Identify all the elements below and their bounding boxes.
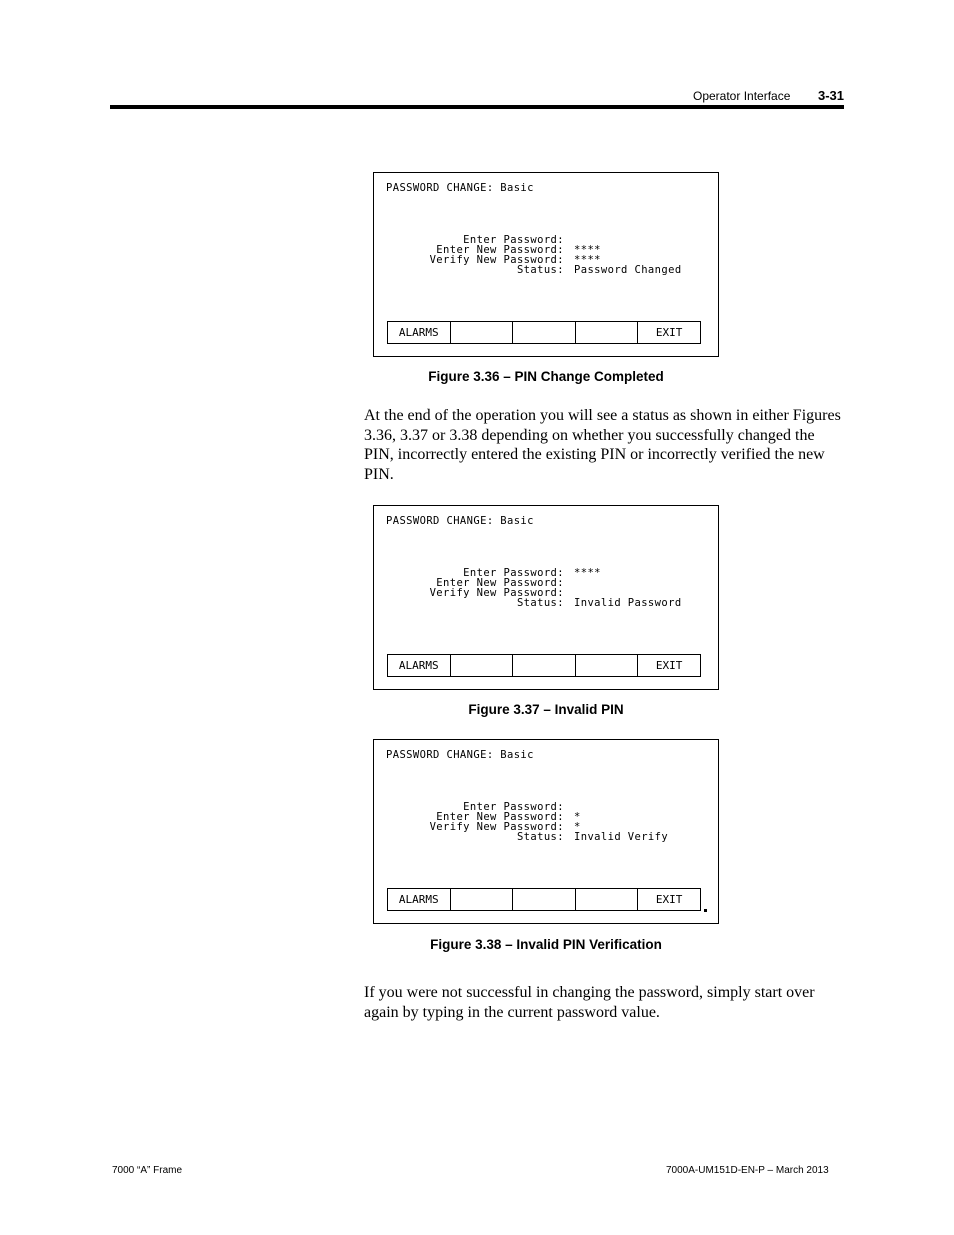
field-label: Status: [516,831,564,843]
softkey-2[interactable] [451,889,514,910]
field-value: **** [574,244,601,256]
cursor-dot [704,909,707,912]
header-page-number: 3-31 [818,88,845,103]
screen-line [374,265,720,275]
field-label: Enter Password: [463,801,564,813]
field-value: **** [574,567,601,579]
exit-softkey[interactable]: EXIT [655,326,683,339]
softkey-4[interactable] [576,655,639,676]
screen-title: PASSWORD CHANGE: Basic [386,749,534,761]
exit-softkey[interactable]: EXIT [655,659,683,672]
field-label: Status: [516,597,564,609]
footer-doc-id: 7000A-UM151D-EN-P – March 2013 [666,1165,829,1176]
field-label: Verify New Password: [429,587,564,599]
figure-caption: Figure 3.38 – Invalid PIN Verification [430,937,662,952]
field-label: Enter New Password: [436,577,564,589]
field-value: **** [574,254,601,266]
alarms-softkey[interactable]: ALARMS [388,322,451,343]
softkey-3[interactable] [513,322,576,343]
body-paragraph: At the end of the operation you will see a status as shown in either Figures 3.36, 3.37 or 3.38 depending on whether you successfully changed the PIN, incorrectly entered the existing PIN or incorrectly verified the new PIN. [364,407,841,484]
softkey-bar [387,654,701,677]
field-label: Enter New Password: [436,811,564,823]
softkey-3[interactable] [513,655,576,676]
header-section-title: Operator Interface [693,89,791,103]
status-value: Invalid Verify [574,831,669,843]
body-paragraph: If you were not successful in changing the password, simply start over again by typing in the current password value. [364,984,815,1021]
field-label: Enter Password: [463,234,564,246]
footer-product: 7000 “A” Frame [112,1165,183,1176]
alarms-softkey[interactable]: ALARMS [388,655,451,676]
terminal-screen-invalid-pin [373,505,719,690]
terminal-screen-invalid-verify [373,739,719,924]
status-value: Password Changed [574,264,682,276]
field-label: Verify New Password: [429,254,564,266]
field-value: * [574,811,581,823]
screen-line [374,832,720,842]
screen-title: PASSWORD CHANGE: Basic [386,182,534,194]
softkey-4[interactable] [576,889,639,910]
alarms-softkey[interactable]: ALARMS [388,889,451,910]
field-value: * [574,821,581,833]
softkey-bar [387,321,701,344]
screen-line [374,598,720,608]
softkey-2[interactable] [451,655,514,676]
figure-caption: Figure 3.36 – PIN Change Completed [428,369,664,384]
status-value: Invalid Password [574,597,682,609]
screen-title: PASSWORD CHANGE: Basic [386,515,534,527]
figure-caption: Figure 3.37 – Invalid PIN [468,702,624,717]
softkey-bar [387,888,701,911]
softkey-3[interactable] [513,889,576,910]
field-label: Enter Password: [463,567,564,579]
field-label: Verify New Password: [429,821,564,833]
header-rule [110,105,844,109]
exit-softkey[interactable]: EXIT [655,893,683,906]
terminal-screen-pin-changed [373,172,719,357]
field-label: Status: [516,264,564,276]
softkey-4[interactable] [576,322,639,343]
field-label: Enter New Password: [436,244,564,256]
softkey-2[interactable] [451,322,514,343]
